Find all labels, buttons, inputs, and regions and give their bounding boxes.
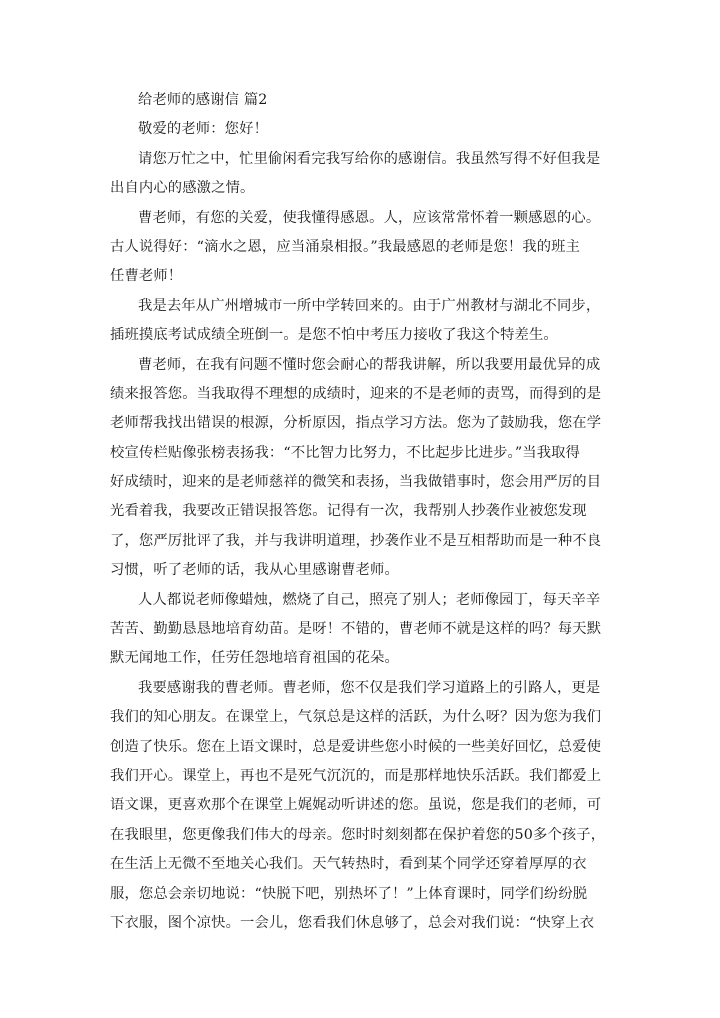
paragraph-line: 在我眼里，您更像我们伟大的母亲。您时时刻刻都在保护着您的50多个孩子， — [110, 826, 606, 843]
paragraph-line: 出自内心的感激之情。 — [110, 180, 255, 197]
paragraph-line: 默无闻地工作，任劳任怨地培育祖国的花朵。 — [110, 650, 399, 667]
paragraph-line: 好成绩时，迎来的是老师慈祥的微笑和表扬，当我做错事时，您会用严厉的目 — [110, 474, 602, 491]
paragraph-line: 曹老师，在我有问题不懂时您会耐心的帮我讲解，所以我要用最优异的成 — [138, 356, 601, 373]
paragraph-line: 习惯，听了老师的话，我从心里感谢曹老师。 — [110, 562, 399, 579]
paragraph-line: 服，您总会亲切地说：“快脱下吧，别热坏了！”上体育课时，同学们纷纷脱 — [110, 885, 588, 902]
paragraph-line: 请您万忙之中，忙里偷闲看完我写给你的感谢信。我虽然写得不好但我是 — [138, 150, 601, 167]
paragraph-line: 下衣服，图个凉快。一会儿，您看我们休息够了，总会对我们说：“快穿上衣 — [110, 914, 595, 931]
paragraph-line: 曹老师，有您的关爱，使我懂得感恩。人，应该常常怀着一颗感恩的心。 — [138, 209, 601, 226]
paragraph-line: 创造了快乐。您在上语文课时，总是爱讲些您小时候的一些美好回忆，总爱使 — [110, 738, 602, 755]
paragraph-line: 我是去年从广州增城市一所中学转回来的。由于广州教材与湖北不同步， — [138, 297, 601, 314]
document-title: 给老师的感谢信 篇2 — [138, 92, 268, 108]
paragraph-line: 语文课，更喜欢那个在课堂上娓娓动听讲述的您。虽说，您是我们的老师，可 — [110, 797, 602, 814]
paragraph-line: 我们开心。课堂上，再也不是死气沉沉的，而是那样地快乐活跃。我们都爱上 — [110, 767, 602, 784]
document-page — [110, 86, 610, 938]
paragraph-line: 在生活上无微不至地关心我们。天气转热时，看到某个同学还穿着厚厚的衣 — [110, 856, 587, 873]
paragraph-line: 绩来报答您。当我取得不理想的成绩时，迎来的不是老师的责骂，而得到的是 — [110, 385, 602, 402]
paragraph-line: 我们的知心朋友。在课堂上，气氛总是这样的活跃，为什么呀？因为您为我们 — [110, 709, 602, 726]
paragraph-line: 我要感谢我的曹老师。曹老师，您不仅是我们学习道路上的引路人，更是 — [138, 679, 601, 696]
paragraph-line: 苦苦、勤勤恳恳地培育幼苗。是呀！不错的，曹老师不就是这样的吗？每天默 — [110, 621, 602, 638]
paragraph-line: 校宣传栏贴像张榜表扬我：“不比智力比努力，不比起步比进步。”当我取得 — [110, 444, 581, 461]
paragraph-line: 了，您严厉批评了我，并与我讲明道理，抄袭作业不是互相帮助而是一种不良 — [110, 532, 602, 549]
paragraph-line: 老师帮我找出错误的根源，分析原因，指点学习方法。您为了鼓励我，您在学 — [110, 415, 602, 432]
paragraph-line: 古人说得好：“滴水之恩，应当涌泉相报。”我最感恩的老师是您！我的班主 — [110, 238, 581, 255]
paragraph-line: 人人都说老师像蜡烛，燃烧了自己，照亮了别人；老师像园丁，每天辛辛 — [138, 591, 601, 608]
paragraph-line: 任曹老师！ — [110, 268, 183, 285]
paragraph-line: 插班摸底考试成绩全班倒一。是您不怕中考压力接收了我这个特差生。 — [110, 327, 558, 344]
salutation-line: 敬爱的老师：您好！ — [138, 121, 269, 138]
paragraph-line: 光看着我，我要改正错误报答您。记得有一次，我帮别人抄袭作业被您发现 — [110, 503, 587, 520]
